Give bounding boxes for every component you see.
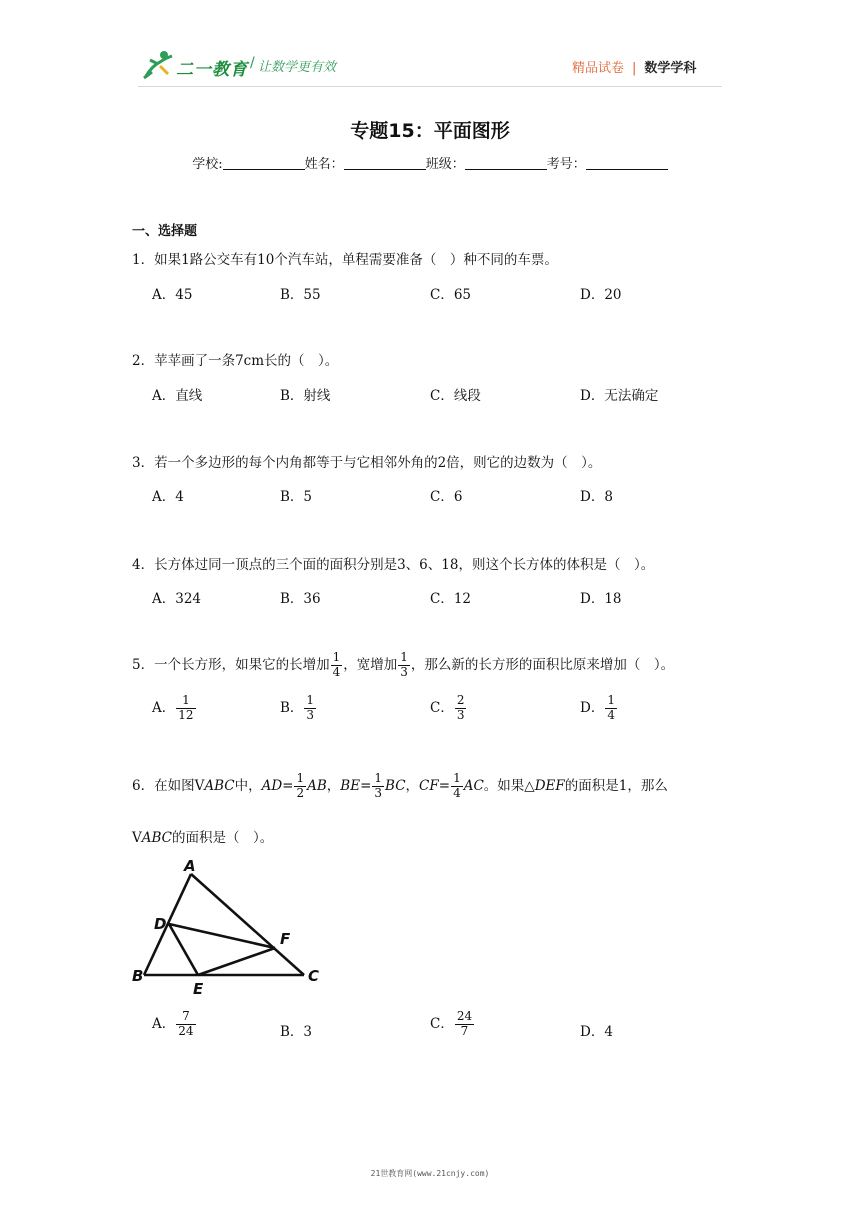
student-info-line [0, 153, 860, 172]
fraction [372, 772, 384, 801]
numerator: 1 [176, 694, 195, 709]
fraction [455, 694, 467, 723]
q1-option-b[interactable]: B．55 [280, 287, 321, 303]
triangle-symbol: △ [524, 777, 535, 794]
option-value: 3 [303, 1024, 313, 1040]
triangle-name: ABC [204, 777, 235, 794]
q4-option-b[interactable]: B．36 [280, 591, 321, 607]
denominator: 12 [178, 707, 194, 722]
fraction [331, 651, 343, 680]
fraction [294, 772, 306, 801]
q2-option-c[interactable]: C．线段 [430, 388, 481, 404]
q4-option-c[interactable]: C．12 [430, 591, 472, 607]
fraction [451, 772, 463, 801]
school-label: 学校: [192, 157, 223, 172]
numerator: 24 [456, 1009, 473, 1023]
triangle-symbol: V [194, 777, 205, 794]
q6-option-d[interactable] [580, 1020, 613, 1040]
q2-option-d[interactable]: D．无法确定 [580, 388, 659, 404]
brand-label: 精品试卷 [572, 61, 625, 76]
question-4 [132, 553, 654, 573]
question-6-line-1 [132, 772, 668, 801]
q1-option-d[interactable]: D．20 [580, 287, 622, 303]
q2-option-b[interactable]: B．射线 [280, 388, 331, 404]
question-text-part: 。如果 [483, 777, 525, 794]
question-number: 5． [132, 656, 155, 673]
question-3 [132, 451, 601, 471]
question-number: 4． [132, 557, 155, 573]
q5-option-b[interactable] [280, 694, 317, 723]
question-1 [132, 248, 558, 268]
q4-option-d[interactable]: D．18 [580, 591, 622, 607]
slogan-separator: / [250, 55, 255, 71]
math-term: CF [419, 777, 439, 794]
label-d: D [154, 915, 167, 933]
denominator: 3 [456, 707, 465, 722]
page-title: 专题15：平面图形 [350, 120, 510, 142]
denominator: 4 [332, 664, 341, 679]
exam-no-label: 考号： [546, 157, 586, 172]
class-field[interactable] [465, 156, 547, 170]
triangle-name: ABC [141, 830, 172, 846]
option-value: 4 [604, 1024, 613, 1040]
subject-label: 数学学科 [644, 61, 697, 76]
question-2 [132, 349, 338, 369]
q5-option-c[interactable] [430, 694, 467, 723]
denominator: 24 [178, 1023, 194, 1038]
question-5 [132, 651, 674, 680]
class-label: 班级： [425, 157, 465, 172]
question-6-line-2 [132, 826, 273, 846]
denominator: 7 [460, 1023, 469, 1038]
q6-option-a[interactable] [152, 1010, 197, 1039]
question-text-part: ，那么新的长方形的面积比原来增加（ ）。 [410, 656, 675, 673]
q1-option-c[interactable]: C．65 [430, 287, 472, 303]
denominator: 3 [400, 664, 408, 679]
equals-sign: = [282, 777, 294, 794]
q3-option-b[interactable]: B．5 [280, 489, 313, 505]
numerator: 1 [453, 771, 461, 785]
numerator: 1 [306, 693, 315, 707]
math-term: AD [261, 777, 283, 794]
question-text-part: 中， [234, 777, 262, 794]
option-label: B． [280, 1024, 304, 1040]
q3-option-c[interactable]: C．6 [430, 489, 463, 505]
q2-option-a[interactable]: A．直线 [152, 388, 203, 404]
option-label: C． [430, 1015, 454, 1032]
numerator: 1 [400, 650, 408, 664]
denominator: 3 [374, 785, 383, 800]
fraction [455, 1010, 474, 1039]
numerator: 1 [374, 771, 383, 785]
fraction [176, 694, 195, 723]
question-text-part: 一个长方形，如果它的长增加 [154, 656, 330, 673]
comma: ， [326, 777, 341, 794]
fraction [176, 1010, 195, 1039]
question-number: 6． [132, 777, 155, 794]
numerator: 7 [176, 1010, 195, 1025]
question-number: 1． [132, 252, 155, 268]
question-text: 苹苹画了一条7cm长的（ ）。 [154, 353, 339, 369]
question-text-part: 的面积是1，那么 [564, 777, 668, 794]
math-term: BE [340, 777, 361, 794]
numerator: 2 [456, 693, 465, 707]
header-divider [138, 86, 722, 87]
option-label: A． [152, 699, 176, 716]
equals-sign: = [438, 777, 451, 794]
question-text-part: ，宽增加 [343, 656, 398, 673]
numerator: 1 [332, 650, 341, 664]
question-text-part: 在如图 [154, 777, 195, 794]
q5-option-d[interactable] [580, 694, 618, 723]
name-label: 姓名： [304, 157, 344, 172]
equals-sign: = [360, 777, 372, 794]
q3-option-a[interactable]: A．4 [152, 489, 184, 505]
label-b: B [132, 967, 144, 985]
q6-option-b[interactable] [280, 1020, 312, 1040]
section-heading: 一、选择题 [132, 224, 198, 239]
page-footer: 21世教育网(www.21cnjy.com) [370, 1169, 490, 1178]
denominator: 4 [453, 785, 461, 800]
segment-ef [198, 948, 275, 975]
question-number: 3． [132, 455, 155, 471]
exam-no-field[interactable] [586, 156, 668, 170]
name-field[interactable] [344, 156, 426, 170]
denominator: 2 [296, 785, 305, 800]
fraction [605, 694, 617, 723]
side-ab [144, 874, 191, 975]
comma: ， [405, 777, 420, 794]
triangle-symbol: V [132, 830, 142, 846]
triangle-figure [128, 856, 328, 996]
question-text: 如果1路公交车有10个汽车站，单程需要准备（ ）种不同的车票。 [154, 252, 558, 268]
option-label: C． [430, 699, 454, 716]
label-c: C [308, 967, 320, 985]
slogan: 让数学更有效 [258, 60, 337, 75]
label-f: F [280, 930, 291, 948]
q6-option-c[interactable] [430, 1010, 475, 1039]
math-term: AB [307, 777, 327, 794]
math-term: AC [463, 777, 484, 794]
question-text: 长方体过同一顶点的三个面的面积分别是3、6、18，则这个长方体的体积是（ ）。 [154, 557, 655, 573]
denominator: 3 [306, 707, 315, 722]
logo-text: 二一教育 [176, 60, 248, 80]
q4-option-a[interactable]: A．324 [152, 591, 202, 607]
label-a: A [184, 857, 196, 875]
question-number: 2． [132, 353, 155, 369]
side-ac [191, 874, 304, 975]
brand-block [572, 57, 696, 76]
q5-option-a[interactable] [152, 694, 197, 723]
question-text: 若一个多边形的每个内角都等于与它相邻外角的2倍，则它的边数为（ ）。 [154, 455, 602, 471]
fraction [304, 694, 316, 723]
option-label: A． [152, 1015, 176, 1032]
option-label: D． [580, 699, 605, 716]
numerator: 1 [296, 771, 305, 785]
q1-option-a[interactable]: A．45 [152, 287, 193, 303]
q3-option-d[interactable]: D．8 [580, 489, 613, 505]
option-label: D． [580, 1024, 605, 1040]
numerator: 1 [607, 693, 615, 707]
question-text-part: 的面积是（ ）。 [172, 830, 274, 846]
math-term: BC [385, 777, 406, 794]
segment-de [169, 924, 198, 975]
fraction [398, 651, 410, 680]
denominator: 4 [607, 707, 615, 722]
school-field[interactable] [223, 156, 305, 170]
label-e: E [193, 980, 204, 996]
option-label: B． [280, 699, 304, 716]
triangle-name: DEF [534, 777, 565, 794]
brand-divider: | [632, 61, 637, 76]
